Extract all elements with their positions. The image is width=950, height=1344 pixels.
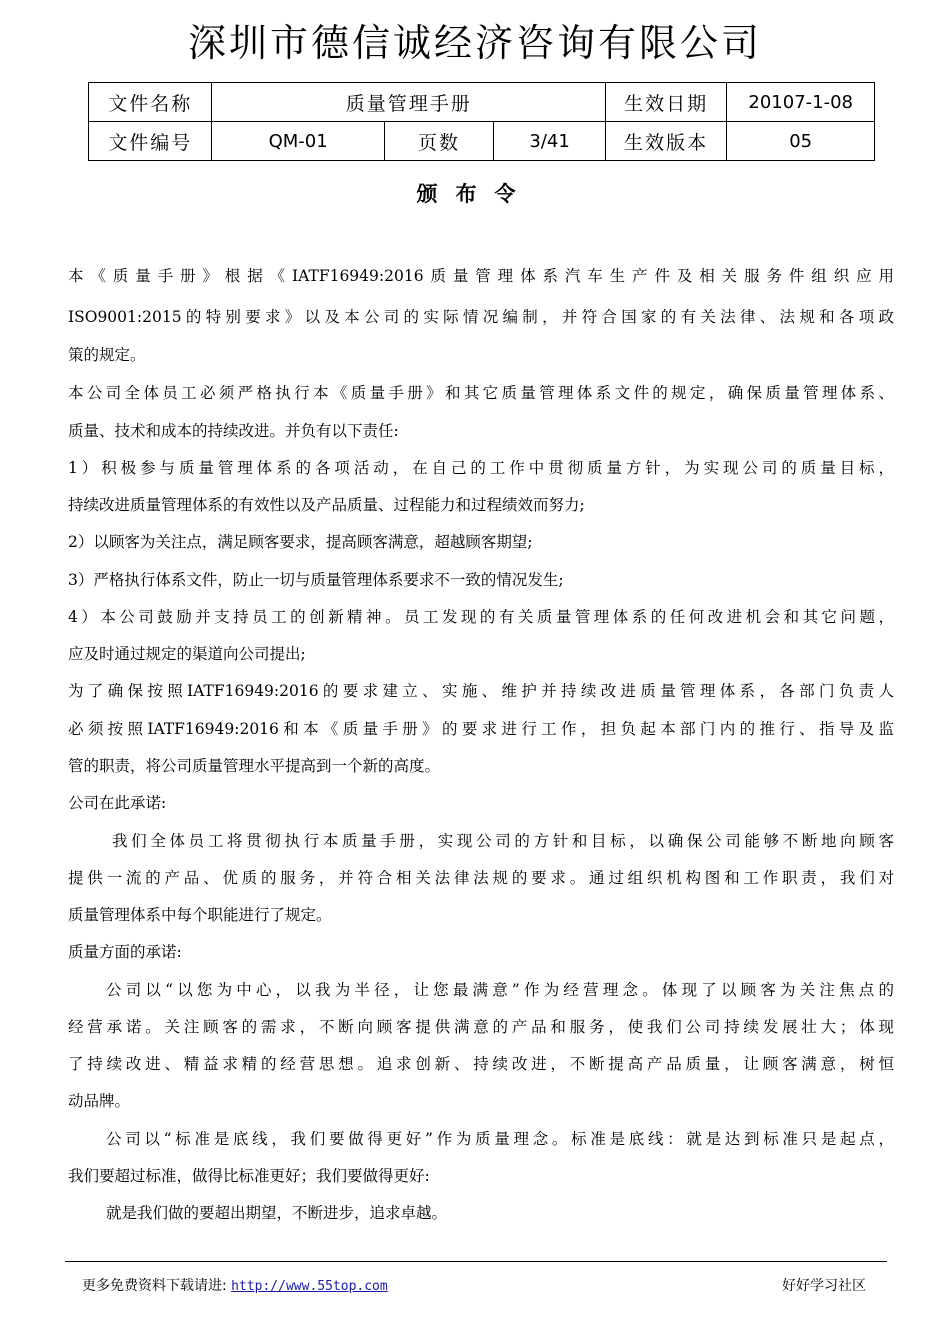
version-label: 生效版本 (605, 122, 726, 161)
footer-prefix: 更多免费资料下载请进: (82, 1278, 227, 1294)
body-line: 经营承诺。关注顾客的需求，不断向顾客提供满意的产品和服务，使我们公司持续发展壮大；体现 (68, 1018, 894, 1036)
table-row (89, 83, 875, 122)
body-line: 本公司全体员工必须严格执行本《质量手册》和其它质量管理体系文件的规定，确保质量管理体系、 (68, 384, 894, 402)
body-line: 持续改进质量管理体系的有效性以及产品质量、过程能力和过程绩效而努力; (68, 496, 585, 514)
body-line: 动品牌。 (68, 1092, 131, 1110)
body-line: 应及时通过规定的渠道向公司提出; (68, 645, 306, 663)
footer-divider (65, 1261, 887, 1262)
body-line: 4）本公司鼓励并支持员工的创新精神。员工发现的有关质量管理体系的任何改进机会和其它问题， (68, 608, 894, 626)
body-line: ISO9001:2015的特别要求》以及本公司的实际情况编制，并符合国家的有关法律、法规和各项政 (68, 308, 894, 326)
body-line: 管的职责，将公司质量管理水平提高到一个新的高度。 (68, 757, 441, 775)
body-line: 为了确保按照IATF16949:2016的要求建立、实施、维护并持续改进质量管理体系，各部门负责人 (68, 682, 894, 700)
page-count-label: 页数 (384, 122, 494, 161)
table-row (89, 122, 875, 161)
body-line: 本《质量手册》根据《IATF16949:2016质量管理体系汽车生产件及相关服务件组织应用 (68, 267, 894, 285)
body-line: 提供一流的产品、优质的服务，并符合相关法律法规的要求。通过组织机构图和工作职责，我们对 (68, 869, 894, 887)
body-line: 公司以“以您为中心，以我为半径，让您最满意”作为经营理念。体现了以顾客为关注焦点的 (106, 981, 894, 999)
footer-community: 好好学习社区 (782, 1278, 866, 1294)
footer-link[interactable]: http://www.55top.com (231, 1279, 388, 1294)
body-line: 了持续改进、精益求精的经营思想。追求创新、持续改进，不断提高产品质量，让顾客满意，树恒 (68, 1055, 894, 1073)
doc-name-value: 质量管理手册 (212, 83, 605, 122)
company-title: 深圳市德信诚经济咨询有限公司 (187, 21, 762, 65)
effective-date-value: 20107-1-08 (727, 83, 875, 122)
body-line: 质量方面的承诺: (68, 943, 182, 961)
body-line: 1）积极参与质量管理体系的各项活动，在自己的工作中贯彻质量方针，为实现公司的质量目标， (68, 459, 894, 477)
doc-number-label: 文件编号 (89, 122, 212, 161)
body-line: 策的规定。 (68, 346, 146, 364)
body-line: 公司以“标准是底线，我们要做得更好”作为质量理念。标准是底线：就是达到标准只是起点， (106, 1130, 894, 1148)
doc-name-label: 文件名称 (89, 83, 212, 122)
body-line: 我们要超过标准，做得比标准更好；我们要做得更好: (68, 1167, 430, 1185)
effective-date-label: 生效日期 (605, 83, 726, 122)
document-info-table (88, 82, 875, 161)
body-line: 质量管理体系中每个职能进行了规定。 (68, 906, 332, 924)
body-line: 我们全体员工将贯彻执行本质量手册，实现公司的方针和目标，以确保公司能够不断地向顾客 (112, 832, 894, 850)
version-value: 05 (727, 122, 875, 161)
body-line: 3）严格执行体系文件，防止一切与质量管理体系要求不一致的情况发生; (68, 571, 564, 589)
page-count-value: 3/41 (494, 122, 606, 161)
body-line: 就是我们做的要超出期望，不断进步，追求卓越。 (106, 1204, 448, 1222)
footer-download-note (82, 1275, 388, 1295)
body-line: 公司在此承诺: (68, 794, 167, 812)
body-line: 质量、技术和成本的持续改进。并负有以下责任: (68, 422, 399, 440)
body-line: 必须按照IATF16949:2016和本《质量手册》的要求进行工作，担负起本部门内的推行、指导及监 (68, 720, 894, 738)
body-line: 2）以顾客为关注点，满足顾客要求，提高顾客满意，超越顾客期望; (68, 533, 533, 551)
decree-title: 颁布令 (416, 181, 534, 206)
doc-number-value: QM-01 (212, 122, 384, 161)
